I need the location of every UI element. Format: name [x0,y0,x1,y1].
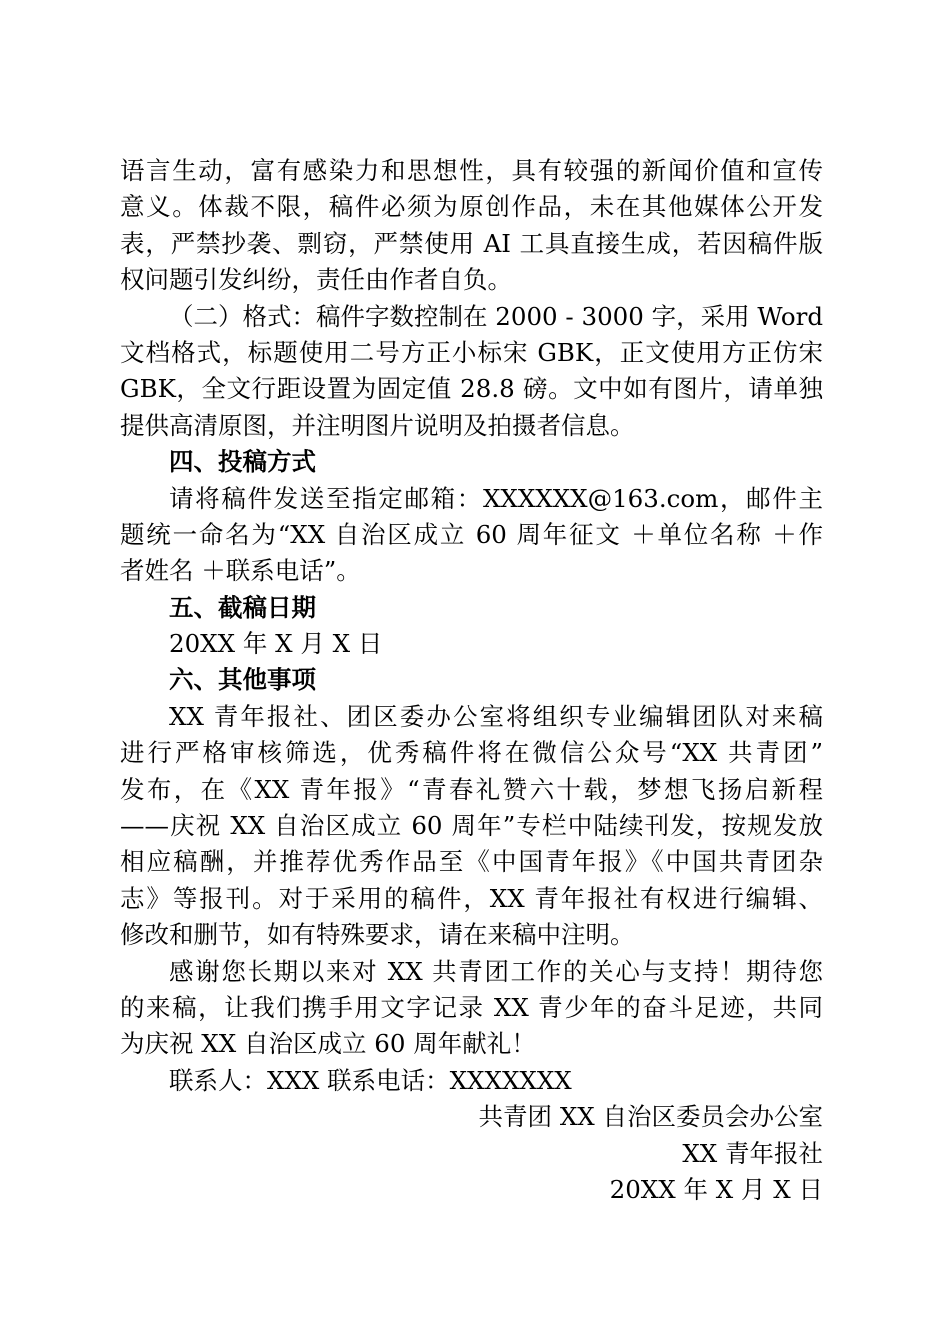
paragraph-line: 为庆祝 XX 自治区成立 60 周年献礼！ [120,1029,536,1059]
paragraph-line: 感谢您长期以来对 XX 共青团工作的关心与支持！期待您 [169,956,823,986]
paragraph-line: XX 青年报社、团区委办公室将组织专业编辑团队对来稿 [169,701,823,731]
paragraph-line: 语言生动，富有感染力和思想性，具有较强的新闻价值和宣传 [120,156,823,185]
paragraph-line: 意义。体裁不限，稿件必须为原创作品，未在其他媒体公开发 [120,192,823,222]
paragraph-line: 发布，在《XX 青年报》“青春礼赞六十载，梦想飞扬启新程 [120,774,823,804]
document-body [120,153,823,1208]
paragraph-line: 请将稿件发送至指定邮箱：XXXXXX@163.com，邮件主 [169,483,823,513]
section-5-heading: 五、截稿日期 [169,592,316,622]
section-4-heading: 四、投稿方式 [169,447,316,477]
signature-org-2: XX 青年报社 [682,1138,823,1168]
paragraph-line: 进行严格审核筛选，优秀稿件将在微信公众号“XX 共青团” [120,738,823,768]
paragraph-line: 的来稿，让我们携手用文字记录 XX 青少年的奋斗足迹，共同 [120,992,823,1022]
paragraph-line: 文档格式，标题使用二号方正小标宋 GBK，正文使用方正仿宋 [120,337,823,367]
paragraph-line: 志》等报刊。对于采用的稿件，XX 青年报社有权进行编辑、 [120,883,823,913]
paragraph-line: 表，严禁抄袭、剽窃，严禁使用 AI 工具直接生成，若因稿件版 [120,228,823,258]
signature-date: 20XX 年 X 月 X 日 [609,1174,823,1204]
paragraph-line: （二）格式：稿件字数控制在 2000 - 3000 字，采用 Word [169,301,824,331]
section-3-content-paragraph [120,153,823,299]
closing-paragraph [120,954,823,1063]
section-3-format-paragraph [120,299,823,445]
paragraph-line: 者姓名 ＋联系电话”。 [120,556,361,586]
section-4-paragraph [120,481,823,590]
signature-block [120,1099,823,1208]
paragraph-line: 权问题引发纠纷，责任由作者自负。 [120,265,512,295]
paragraph-line: ——庆祝 XX 自治区成立 60 周年”专栏中陆续刊发，按规发放 [120,811,823,841]
paragraph-line: 相应稿酬，并推荐优秀作品至《中国青年报》《中国共青团杂 [120,847,823,877]
paragraph-line: 提供高清原图，并注明图片说明及拍摄者信息。 [120,410,635,440]
contact-line: 联系人：XXX 联系电话：XXXXXXX [169,1065,572,1095]
deadline-date: 20XX 年 X 月 X 日 [169,629,383,659]
section-6-paragraph [120,699,823,954]
paragraph-line: 修改和删节，如有特殊要求，请在来稿中注明。 [120,920,635,950]
paragraph-line: GBK，全文行距设置为固定值 28.8 磅。文中如有图片，请单独 [120,374,823,404]
section-6-heading: 六、其他事项 [169,665,316,695]
signature-org-1: 共青团 XX 自治区委员会办公室 [478,1102,823,1132]
paragraph-line: 题统一命名为“XX 自治区成立 60 周年征文 ＋单位名称 ＋作 [120,519,823,549]
